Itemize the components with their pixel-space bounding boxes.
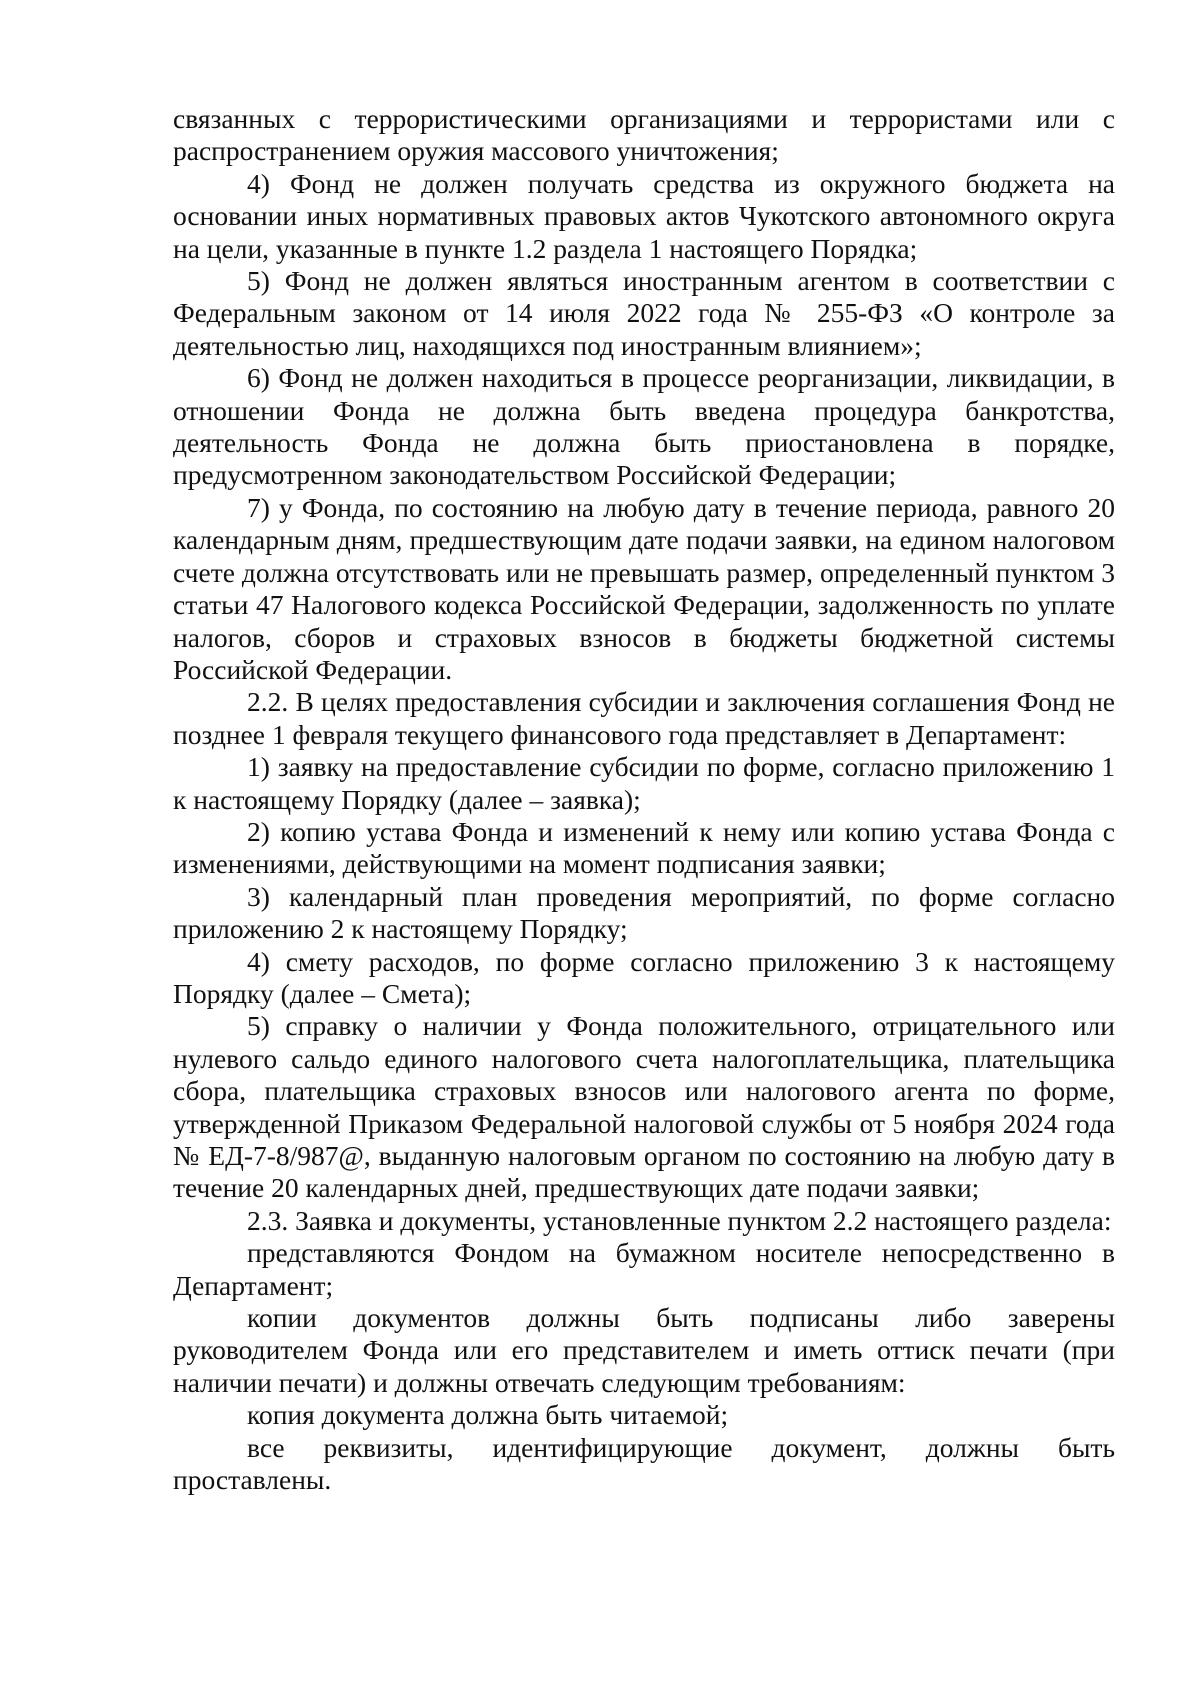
paragraph-continuation: связанных с террористическими организациями и террористами или с распространением оружия массового уничтожения; xyxy=(173,103,1115,167)
paragraph-clause-2-2-item-3: 3) календарный план проведения мероприятий, по форме согласно приложению 2 к настоящему Порядку; xyxy=(173,880,1115,945)
paragraph-clause-2-3-requisites: все реквизиты, идентифицирующие документ, должны быть проставлены. xyxy=(173,1431,1115,1496)
paragraph-item-7: 7) у Фонда, по состоянию на любую дату в течение периода, равного 20 календарным дням, предшествующим дате подачи заявки, на едином налоговом счете должна отсутствовать или не превышать размер, определенный пунктом 3 статьи 47 Налогового кодекса Российской Федерации, задолженность по уплате налогов, сборов и страховых взносов в бюджеты бюджетной системы Российской Федерации. xyxy=(173,491,1115,685)
paragraph-clause-2-3-readable: копия документа должна быть читаемой; xyxy=(247,1399,729,1431)
paragraph-clause-2-2: 2.2. В целях предоставления субсидии и заключения соглашения Фонд не позднее 1 февраля текущего финансового года представляет в Департамент: xyxy=(173,686,1115,750)
paragraph-clause-2-3: 2.3. Заявка и документы, установленные пунктом 2.2 настоящего раздела: xyxy=(247,1204,1112,1236)
paragraph-clause-2-2-item-1: 1) заявку на предоставление субсидии по форме, согласно приложению 1 к настоящему Порядку (далее – заявка); xyxy=(173,751,1115,815)
document-page xyxy=(173,103,1115,1496)
paragraph-clause-2-2-item-4: 4) смету расходов, по форме согласно приложению 3 к настоящему Порядку (далее – Смета); xyxy=(173,945,1115,1009)
paragraph-item-6: 6) Фонд не должен находиться в процессе реорганизации, ликвидации, в отношении Фонда не должна быть введена процедура банкротства, деятельность Фонда не должна быть приостановлена в порядке, предусмотренном законодательством Российской Федерации; xyxy=(173,362,1115,491)
paragraph-item-5: 5) Фонд не должен являться иностранным агентом в соответствии с Федеральным законом от 14 июля 2022 года № 255-ФЗ «О контроле за деятельностью лиц, находящихся под иностранным влиянием»; xyxy=(173,265,1115,361)
paragraph-clause-2-3-submission: представляются Фондом на бумажном носителе непосредственно в Департамент; xyxy=(173,1237,1115,1301)
paragraph-item-4: 4) Фонд не должен получать средства из окружного бюджета на основании иных нормативных правовых актов Чукотского автономного округа на цели, указанные в пункте 1.2 раздела 1 настоящего Порядка; xyxy=(173,167,1115,264)
paragraph-clause-2-3-copies: копии документов должны быть подписаны либо заверены руководителем Фонда или его представителем и иметь оттиск печати (при наличии печати) и должны отвечать следующим требованиям: xyxy=(173,1302,1115,1398)
paragraph-clause-2-2-item-2: 2) копию устава Фонда и изменений к нему или копию устава Фонда с изменениями, действующими на момент подписания заявки; xyxy=(173,815,1115,880)
paragraph-clause-2-2-item-5: 5) справку о наличии у Фонда положительного, отрицательного или нулевого сальдо единого налогового счета налогоплательщика, плательщика сбора, плательщика страховых взносов или налогового агента по форме, утвержденной Приказом Федеральной налоговой службы от 5 ноября 2024 года № ЕД-7-8/987@, выданную налоговым органом по состоянию на любую дату в течение 20 календарных дней, предшествующих дате подачи заявки; xyxy=(173,1010,1115,1204)
